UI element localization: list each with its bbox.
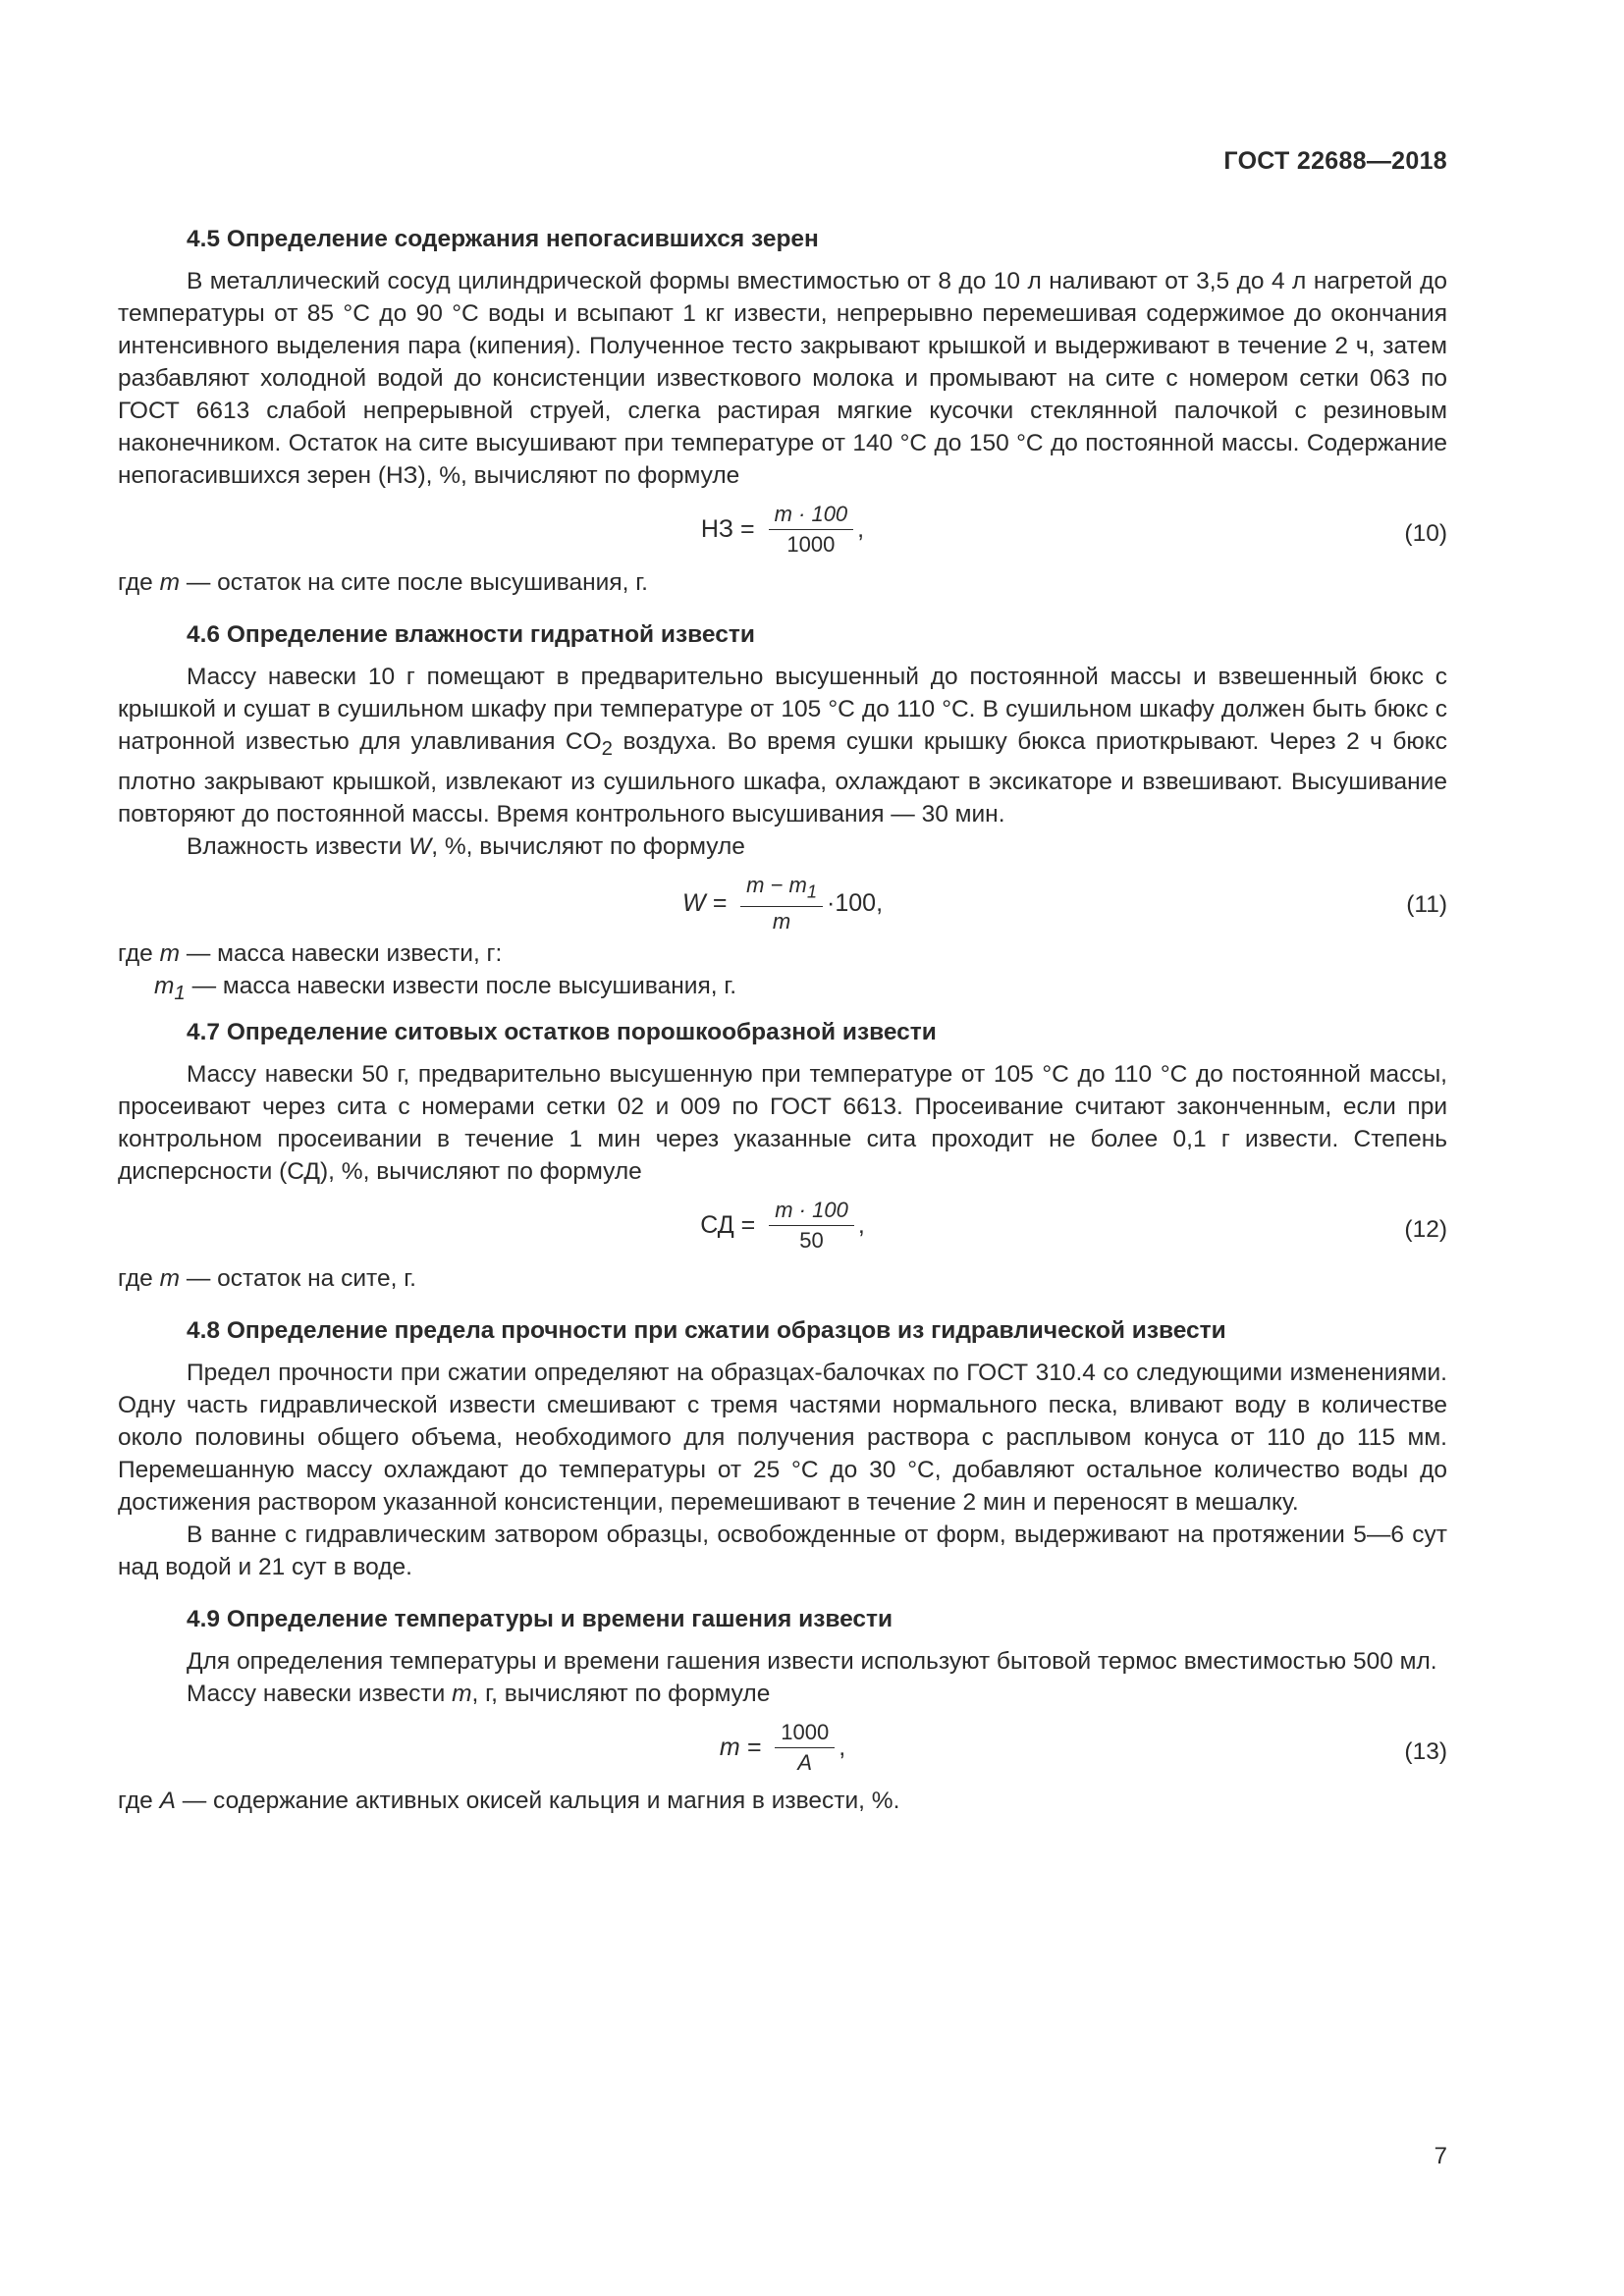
fraction-numerator: m · 100 bbox=[769, 1198, 854, 1226]
formula-13 bbox=[118, 1720, 1447, 1785]
section-4-9 bbox=[118, 1603, 1447, 1817]
fraction bbox=[775, 1720, 835, 1776]
where-clause: где A — содержание активных окисей кальция и магния в извести, %. bbox=[118, 1787, 900, 1814]
page-number: 7 bbox=[1434, 2143, 1447, 2169]
section-heading: 4.5 Определение содержания непогасившихся зерен bbox=[187, 226, 819, 252]
where-clause: где m — остаток на сите после высушивания, г. bbox=[118, 569, 648, 596]
fraction-numerator: m · 100 bbox=[769, 502, 854, 530]
symbol-definition: — масса навески извести после высушивания, г. bbox=[191, 972, 737, 999]
formula-lhs: СД = bbox=[700, 1210, 756, 1239]
symbol-definition: — содержание активных окисей кальция и магния в извести, %. bbox=[182, 1787, 900, 1814]
symbol: m bbox=[452, 1680, 472, 1707]
fraction-numerator: 1000 bbox=[775, 1720, 835, 1748]
fraction bbox=[740, 873, 823, 934]
section-4-8 bbox=[118, 1314, 1447, 1583]
equation-number: (13) bbox=[1404, 1737, 1447, 1765]
fraction-numerator: $m - m_1$ bbox=[740, 873, 823, 907]
formula-12 bbox=[118, 1198, 1447, 1262]
paragraph: В ванне с гидравлическим затвором образцы, освобожденные от форм, выдерживают на протяжении 5—6 сут над водой и 21 сут в воде. bbox=[118, 1521, 1447, 1580]
where-clause: где m — масса навески извести, г: bbox=[118, 939, 503, 967]
formula-tail: , bbox=[857, 515, 865, 543]
standard-code: ГОСТ 22688—2018 bbox=[1223, 147, 1447, 175]
equation-number: (11) bbox=[1406, 890, 1447, 918]
subscript: 2 bbox=[601, 737, 614, 760]
symbol: W bbox=[408, 832, 432, 860]
section-heading: 4.9 Определение температуры и времени гашения извести bbox=[187, 1605, 893, 1632]
document-body bbox=[118, 223, 1447, 1817]
symbol: m bbox=[159, 569, 180, 596]
formula-tail: , bbox=[857, 1210, 865, 1239]
symbol: m bbox=[159, 1264, 180, 1292]
paragraph: Предел прочности при сжатии определяют на образцах-балочках по ГОСТ 310.4 со следующими изменениями. Одну часть гидравлической извести смешивают с тремя частями нормального песка, вливают воду в количестве около половины общего объема, необходимого для получения раствора с расплывом конуса от 110 до 115 мм. Перемешанную массу охлаждают до температуры от 25 °С до 30 °С, добавляют остальное количество воды до достижения раствором указанной консистенции, перемешивают в течение 2 мин и переносят в мешалку. bbox=[118, 1359, 1447, 1516]
formula-tail: , bbox=[839, 1733, 846, 1761]
equation-number: (12) bbox=[1404, 1215, 1447, 1243]
symbol: $m_1$ bbox=[154, 972, 186, 1004]
section-4-7 bbox=[118, 1016, 1447, 1295]
formula-lhs: НЗ = bbox=[700, 515, 755, 543]
formula-lhs: m = bbox=[719, 1733, 762, 1761]
formula-10 bbox=[118, 502, 1447, 566]
symbol-definition: — остаток на сите после высушивания, г. bbox=[186, 569, 648, 596]
section-4-5 bbox=[118, 223, 1447, 599]
fraction-denominator: 50 bbox=[799, 1227, 824, 1253]
fraction-denominator: 1000 bbox=[786, 532, 836, 557]
paragraph: Массу навески 10 г помещают в предварительно высушенный до постоянной массы и взвешенный бюкс с крышкой и сушат в сушильном шкафу при температуре от 105 °С до 110 °С. В сушильном шкафу должен быть бюкс с натронной известью для улавливания $CO_2$ воздуха. Во время сушки крышку бюкса приоткрывают. Через 2 ч бюкс плотно закрывают крышкой, извлекают из сушильного шкафа, охлаждают в эксикаторе и взвешивают. Высушивание повторяют до постоянной массы. Время контрольного высушивания — 30 мин. bbox=[118, 664, 1448, 828]
paragraph: Массу навески 50 г, предварительно высушенную при температуре от 105 °С до 110 °С до постоянной массы, просеивают через сита с номерами сетки 02 и 009 по ГОСТ 6613. Просеивание считают законченным, если при контрольном просеивании в течение 1 мин через указанные сита проходит не более 0,1 г извести. Степень дисперсности (СД), %, вычисляют по формуле bbox=[118, 1060, 1447, 1185]
paragraph: Влажность извести W, %, вычисляют по формуле bbox=[187, 832, 745, 860]
paragraph: В металлический сосуд цилиндрической формы вместимостью от 8 до 10 л наливают от 3,5 до 4 л нагретой до температуры от 85 °С до 90 °С воды и всыпают 1 кг извести, непрерывно перемешивая содержимое до окончания интенсивного выделения пара (кипения). Полученное тесто закрывают крышкой и выдерживают в течение 2 ч, затем разбавляют холодной водой до консистенции известкового молока и промывают на сите с номером сетки 063 по ГОСТ 6613 слабой непрерывной струей, слегка растирая мягкие кусочки стеклянной палочкой с резиновым наконечником. Остаток на сите высушивают при температуре от 140 °С до 150 °С до постоянной массы. Содержание непогасившихся зерен (НЗ), %, вычисляют по формуле bbox=[118, 268, 1447, 489]
symbol: A bbox=[159, 1787, 176, 1814]
fraction bbox=[769, 1198, 854, 1254]
section-heading: 4.6 Определение влажности гидратной извести bbox=[187, 621, 755, 648]
symbol: m bbox=[159, 939, 180, 967]
formula-lhs: W = bbox=[681, 889, 728, 918]
equation-number: (10) bbox=[1404, 520, 1447, 547]
symbol-definition: — масса навески извести, г: bbox=[186, 939, 503, 967]
symbol-definition: — остаток на сите, г. bbox=[186, 1264, 416, 1292]
fraction-denominator: m bbox=[772, 909, 791, 934]
where-clause bbox=[118, 970, 1447, 1010]
fraction bbox=[769, 502, 854, 558]
formula-11 bbox=[118, 873, 1447, 937]
section-4-6 bbox=[118, 618, 1447, 1010]
paragraph: Массу навески извести m, г, вычисляют по формуле bbox=[187, 1680, 771, 1707]
section-heading: 4.7 Определение ситовых остатков порошкообразной извести bbox=[187, 1018, 937, 1045]
paragraph: Для определения температуры и времени гашения извести используют бытовой термос вместимостью 500 мл. bbox=[187, 1647, 1437, 1675]
formula-tail: ·100, bbox=[827, 889, 884, 918]
section-heading: 4.8 Определение предела прочности при сжатии образцов из гидравлической извести bbox=[187, 1316, 1226, 1344]
where-clause: где m — остаток на сите, г. bbox=[118, 1264, 416, 1292]
fraction-denominator: A bbox=[797, 1749, 813, 1775]
